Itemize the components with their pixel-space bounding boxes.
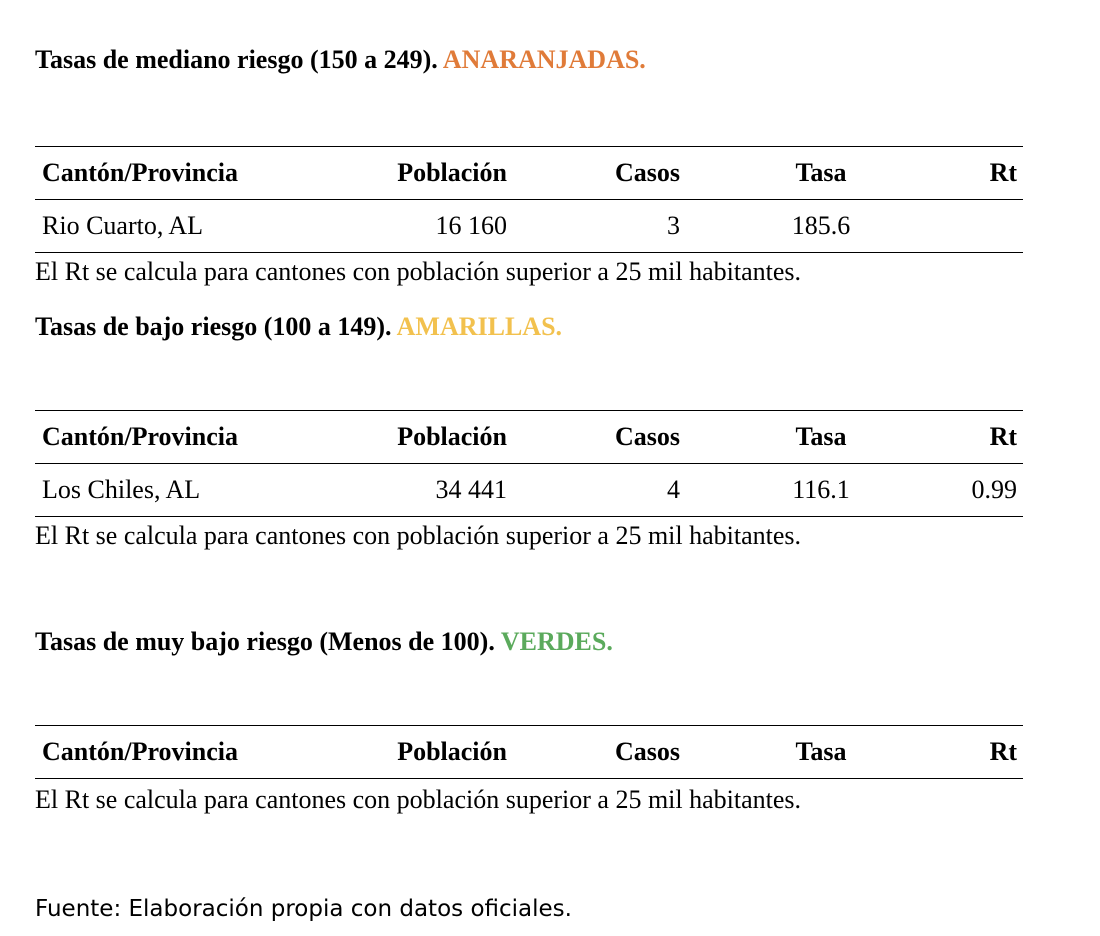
cell-canton: Los Chiles, AL — [42, 475, 201, 504]
heading-text: Tasas de mediano riesgo (150 a 249). — [35, 45, 438, 74]
col-header-poblacion: Población — [397, 737, 507, 766]
cell-casos: 4 — [667, 475, 680, 504]
cell-poblacion: 16 160 — [435, 211, 507, 240]
heading-text: Tasas de muy bajo riesgo (Menos de 100). — [35, 627, 495, 656]
cell-poblacion: 34 441 — [435, 475, 507, 504]
table-note: El Rt se calcula para cantones con población superior a 25 mil habitantes. — [35, 257, 802, 286]
col-header-canton: Cantón/Provincia — [42, 422, 238, 451]
table-note: El Rt se calcula para cantones con población superior a 25 mil habitantes. — [35, 785, 802, 814]
col-header-poblacion: Población — [397, 158, 507, 187]
cell-tasa: 116.1 — [792, 475, 850, 504]
col-header-tasa: Tasa — [795, 737, 847, 766]
risk-tag-orange: ANARANJADAS. — [442, 45, 646, 74]
table-header-row — [35, 147, 1023, 200]
col-header-rt: Rt — [989, 422, 1017, 451]
cell-canton: Rio Cuarto, AL — [42, 211, 204, 240]
col-header-casos: Casos — [614, 422, 680, 451]
source-note: Fuente: Elaboración propia con datos oficiales. — [35, 896, 572, 922]
heading-text: Tasas de bajo riesgo (100 a 149). — [35, 312, 392, 341]
cell-rt: 0.99 — [971, 475, 1017, 504]
col-header-tasa: Tasa — [795, 422, 847, 451]
col-header-poblacion: Población — [397, 422, 507, 451]
col-header-tasa: Tasa — [795, 158, 847, 187]
col-header-canton: Cantón/Provincia — [42, 737, 238, 766]
col-header-casos: Casos — [614, 158, 680, 187]
table-row — [35, 464, 1023, 517]
table-mediano-riesgo — [35, 146, 1023, 253]
col-header-casos: Casos — [614, 737, 680, 766]
table-header-row — [35, 411, 1023, 464]
table-bajo-riesgo — [35, 410, 1023, 517]
col-header-canton: Cantón/Provincia — [42, 158, 238, 187]
cell-casos: 3 — [667, 211, 680, 240]
risk-tag-yellow: AMARILLAS. — [396, 312, 563, 341]
section-heading-bajo — [35, 311, 562, 343]
cell-rt — [852, 200, 1023, 253]
risk-tag-green: VERDES. — [500, 627, 613, 656]
table-muy-bajo-riesgo — [35, 725, 1023, 779]
col-header-rt: Rt — [989, 737, 1017, 766]
section-heading-mediano — [35, 44, 646, 76]
cell-tasa: 185.6 — [791, 211, 851, 240]
table-header-row — [35, 726, 1023, 779]
table-row — [35, 200, 1023, 253]
col-header-rt: Rt — [989, 158, 1017, 187]
table-note: El Rt se calcula para cantones con población superior a 25 mil habitantes. — [35, 521, 802, 550]
section-heading-muy-bajo — [35, 626, 613, 658]
